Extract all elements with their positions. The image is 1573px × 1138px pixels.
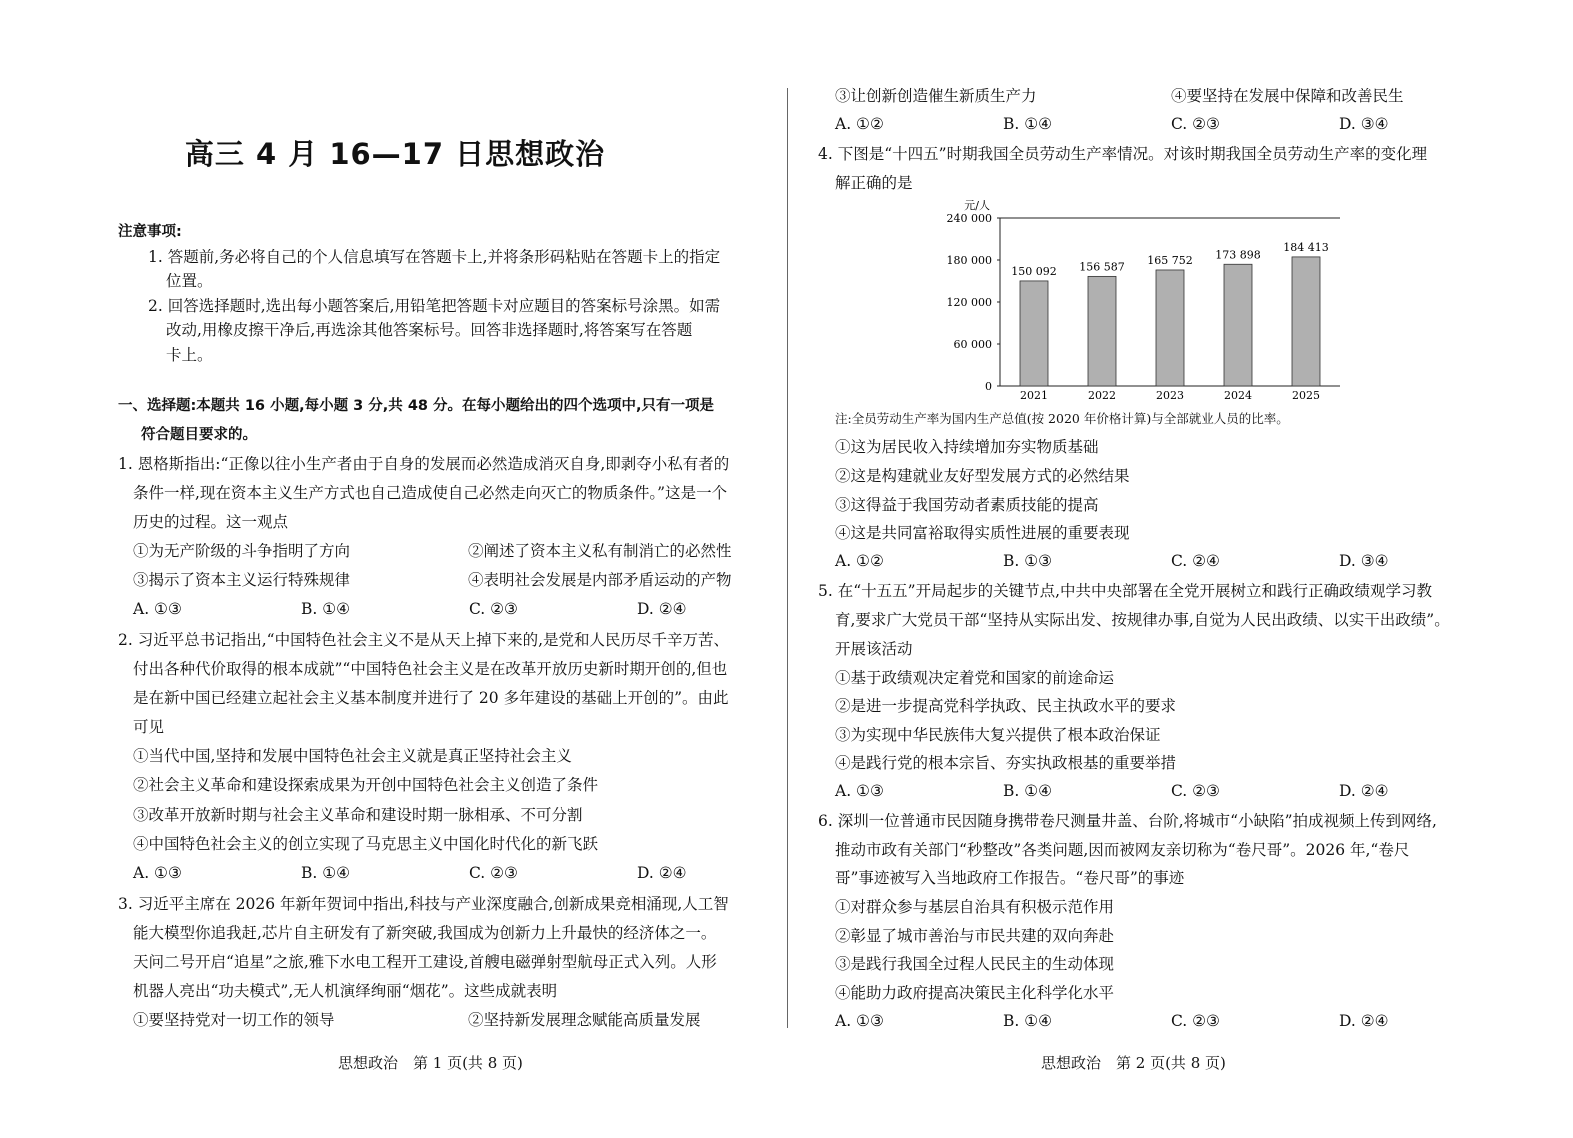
q5-statement-4: ④是践行党的根本宗旨、夯实执政根基的重要举措: [835, 754, 1177, 772]
q1-option-a[interactable]: A. ①③: [133, 600, 182, 618]
bar-value-label: 173 898: [1215, 248, 1261, 262]
q4-option-b[interactable]: B. ①③: [1003, 552, 1053, 570]
bar-value-label: 156 587: [1079, 260, 1125, 274]
q5-statement-1: ①基于政绩观决定着党和国家的前途命运: [835, 669, 1115, 687]
q4-options: [835, 552, 1507, 570]
bar-2021: [1020, 281, 1048, 386]
bar-value-label: 165 752: [1147, 253, 1193, 267]
q1-stem-line-3: 历史的过程。这一观点: [133, 513, 289, 531]
q6-statement-3: ③是践行我国全过程人民民主的生动体现: [835, 955, 1115, 973]
q5-option-a[interactable]: A. ①③: [835, 782, 884, 800]
q6-stem-line-2: 推动市政有关部门“秒整改”各类问题,因而被网友亲切称为“卷尺哥”。2026 年,“卷尺: [835, 841, 1410, 859]
q3-stem-line-4: 机器人亮出“功夫模式”,无人机演绎绚丽“烟花”。这些成就表明: [133, 982, 558, 1000]
q5-statement-3: ③为实现中华民族伟大复兴提供了根本政治保证: [835, 726, 1161, 744]
q5-option-d[interactable]: D. ②④: [1339, 782, 1389, 800]
q4-option-a[interactable]: A. ①②: [835, 552, 884, 570]
q1-stem-line-1: 1. 恩格斯指出:“正像以往小生产者由于自身的发展而必然造成消灭自身,即剥夺小私有者的: [118, 455, 730, 473]
page-title: 高三 4 月 16—17 日思想政治: [184, 137, 606, 171]
notice-item-2-line-1: 2. 回答选择题时,选出每小题答案后,用铅笔把答题卡对应题目的答案标号涂黑。如需: [148, 297, 721, 315]
q4-chart-note: 注:全员劳动生产率为国内生产总值(按 2020 年价格计算)与全部就业人员的比率。: [835, 411, 1289, 426]
q4-stem-line-2: 解正确的是: [835, 174, 913, 192]
q2-stem-line-4: 可见: [133, 718, 165, 736]
x-tick-label: 2022: [1088, 389, 1116, 402]
y-tick-label: 240 000: [946, 212, 992, 225]
footer-page-2: 思想政治 第 2 页(共 8 页): [1041, 1054, 1226, 1072]
q6-option-b[interactable]: B. ①④: [1003, 1012, 1053, 1030]
q4-statement-2: ②这是构建就业友好型发展方式的必然结果: [835, 467, 1130, 485]
q5-option-b[interactable]: B. ①④: [1003, 782, 1053, 800]
q2-option-b[interactable]: B. ①④: [301, 864, 351, 882]
q4-statement-4: ④这是共同富裕取得实质性进展的重要表现: [835, 524, 1130, 542]
q1-option-b[interactable]: B. ①④: [301, 600, 351, 618]
q4-stem-line-1: 4. 下图是“十四五”时期我国全员劳动生产率情况。对该时期我国全员劳动生产率的变化理: [818, 145, 1428, 163]
y-tick-label: 120 000: [946, 296, 992, 309]
column-divider: [787, 88, 788, 1028]
y-tick-label: 180 000: [946, 254, 992, 267]
q6-option-c[interactable]: C. ②③: [1171, 1012, 1220, 1030]
q5-stem-line-1: 5. 在“十五五”开局起步的关键节点,中共中央部署在全党开展树立和践行正确政绩观学习教: [818, 582, 1432, 600]
q3-option-b[interactable]: B. ①④: [1003, 115, 1053, 133]
section-heading-line-2: 符合题目要求的。: [141, 427, 257, 443]
q3-options: [835, 115, 1507, 133]
q2-statement-4: ④中国特色社会主义的创立实现了马克思主义中国化时代化的新飞跃: [133, 835, 599, 853]
q2-statement-2: ②社会主义革命和建设探索成果为开创中国特色社会主义创造了条件: [133, 776, 599, 794]
q6-stem-line-1: 6. 深圳一位普通市民因随身携带卷尺测量井盖、台阶,将城市“小缺陷”拍成视频上传到网络,: [818, 812, 1437, 830]
notice-heading: 注意事项:: [118, 224, 182, 240]
q1-statement-3: ③揭示了资本主义运行特殊规律: [133, 571, 351, 589]
q5-statement-2: ②是进一步提高党科学执政、民主执政水平的要求: [835, 697, 1177, 715]
q6-statement-4: ④能助力政府提高决策民主化科学化水平: [835, 984, 1115, 1002]
y-tick-label: 0: [985, 380, 992, 393]
bar-2025: [1292, 257, 1320, 386]
q5-option-c[interactable]: C. ②③: [1171, 782, 1220, 800]
x-tick-label: 2025: [1292, 389, 1320, 402]
q2-stem-line-2: 付出各种代价取得的根本成就”“中国特色社会主义是在改革开放历史新时期开创的,但也: [133, 660, 728, 678]
q1-option-d[interactable]: D. ②④: [637, 600, 687, 618]
bar-value-label: 150 092: [1011, 264, 1057, 278]
q1-options: [133, 600, 805, 618]
q2-stem-line-1: 2. 习近平总书记指出,“中国特色社会主义不是从天上掉下来的,是党和人民历尽千辛万苦、: [118, 631, 729, 649]
q6-option-a[interactable]: A. ①③: [835, 1012, 884, 1030]
q3-option-c[interactable]: C. ②③: [1171, 115, 1220, 133]
x-tick-label: 2024: [1224, 389, 1252, 402]
q2-option-a[interactable]: A. ①③: [133, 864, 182, 882]
q4-statement-1: ①这为居民收入持续增加夯实物质基础: [835, 438, 1099, 456]
q2-statement-3: ③改革开放新时期与社会主义革命和建设时期一脉相承、不可分割: [133, 806, 583, 824]
q5-stem-line-2: 育,要求广大党员干部“坚持从实际出发、按规律办事,自觉为人民出政绩、以实干出政绩”。: [835, 611, 1450, 629]
bar-value-label: 184 413: [1283, 240, 1329, 254]
q3-option-a[interactable]: A. ①②: [835, 115, 884, 133]
notice-item-1-line-2: 位置。: [166, 272, 213, 290]
y-axis-label: 元/人: [964, 199, 990, 212]
q2-stem-line-3: 是在新中国已经建立起社会主义基本制度并进行了 20 多年建设的基础上开创的”。由此: [133, 689, 729, 707]
q4-option-c[interactable]: C. ②④: [1171, 552, 1220, 570]
q3-stem-line-2: 能大模型你追我赶,芯片自主研发有了新突破,我国成为创新力上升最快的经济体之一。: [133, 924, 717, 942]
q1-option-c[interactable]: C. ②③: [469, 600, 518, 618]
q3-statement-4: ④要坚持在发展中保障和改善民生: [1171, 87, 1404, 105]
section-heading-line-1: 一、选择题:本题共 16 小题,每小题 3 分,共 48 分。在每小题给出的四个选项中,只有一项是: [118, 398, 715, 414]
productivity-bar-chart: [940, 196, 1360, 406]
q4-option-d[interactable]: D. ③④: [1339, 552, 1389, 570]
q3-statement-2: ②坚持新发展理念赋能高质量发展: [468, 1011, 701, 1029]
q6-statement-2: ②彰显了城市善治与市民共建的双向奔赴: [835, 927, 1115, 945]
bar-2024: [1224, 264, 1252, 386]
q5-stem-line-3: 开展该活动: [835, 640, 913, 658]
notice-item-2-line-3: 卡上。: [166, 346, 213, 364]
q2-options: [133, 864, 805, 882]
x-tick-label: 2021: [1020, 389, 1048, 402]
notice-item-1-line-1: 1. 答题前,务必将自己的个人信息填写在答题卡上,并将条形码粘贴在答题卡上的指定: [148, 248, 721, 266]
footer-page-1: 思想政治 第 1 页(共 8 页): [338, 1054, 523, 1072]
q1-stem-line-2: 条件一样,现在资本主义生产方式也自己造成使自己必然走向灭亡的物质条件。”这是一个: [133, 484, 728, 502]
q5-options: [835, 782, 1507, 800]
q1-statement-1: ①为无产阶级的斗争指明了方向: [133, 542, 351, 560]
q3-statement-1: ①要坚持党对一切工作的领导: [133, 1011, 335, 1029]
q1-statement-4: ④表明社会发展是内部矛盾运动的产物: [468, 571, 732, 589]
q3-stem-line-3: 天问二号开启“追星”之旅,雅下水电工程开工建设,首艘电磁弹射型航母正式入列。人形: [133, 953, 717, 971]
q2-option-d[interactable]: D. ②④: [637, 864, 687, 882]
q2-statement-1: ①当代中国,坚持和发展中国特色社会主义就是真正坚持社会主义: [133, 747, 572, 765]
q3-statement-3: ③让创新创造催生新质生产力: [835, 87, 1037, 105]
notice-item-2-line-2: 改动,用橡皮擦干净后,再选涂其他答案标号。回答非选择题时,将答案写在答题: [166, 321, 693, 339]
q2-option-c[interactable]: C. ②③: [469, 864, 518, 882]
q3-stem-line-1: 3. 习近平主席在 2026 年新年贺词中指出,科技与产业深度融合,创新成果竞相涌现,人工智: [118, 895, 729, 913]
q4-statement-3: ③这得益于我国劳动者素质技能的提高: [835, 496, 1099, 514]
y-tick-label: 60 000: [953, 338, 992, 351]
q6-options: [835, 1012, 1507, 1030]
q6-stem-line-3: 哥”事迹被写入当地政府工作报告。“卷尺哥”的事迹: [835, 869, 1185, 887]
bar-2022: [1088, 276, 1116, 386]
q6-statement-1: ①对群众参与基层自治具有积极示范作用: [835, 898, 1115, 916]
x-tick-label: 2023: [1156, 389, 1184, 402]
bar-2023: [1156, 270, 1184, 386]
q1-statement-2: ②阐述了资本主义私有制消亡的必然性: [468, 542, 732, 560]
q6-option-d[interactable]: D. ②④: [1339, 1012, 1389, 1030]
q3-option-d[interactable]: D. ③④: [1339, 115, 1389, 133]
